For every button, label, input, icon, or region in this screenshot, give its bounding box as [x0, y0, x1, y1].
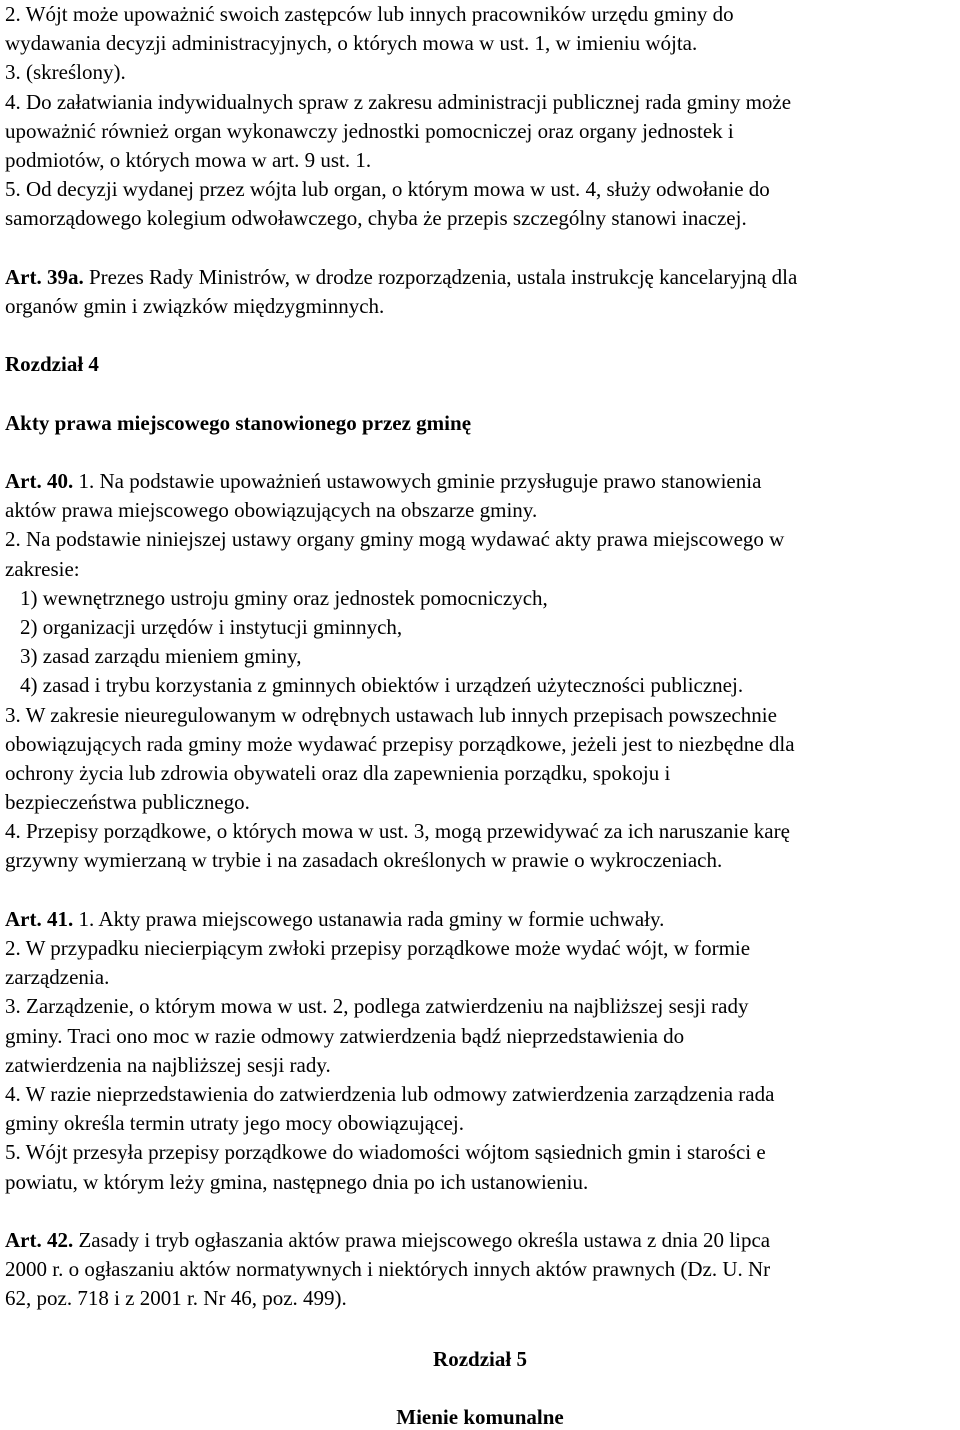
document-page	[5, 0, 955, 1313]
text-line: zakresie:	[5, 556, 80, 581]
text-line: samorządowego kolegium odwoławczego, chyba że przepis szczególny stanowi inaczej.	[5, 206, 747, 231]
text-line: obowiązujących rada gminy może wydawać przepisy porządkowe, jeżeli jest to niezbędne dla	[5, 731, 795, 756]
article-label: Art. 41.	[5, 906, 74, 931]
text-line: 2. Wójt może upoważnić swoich zastępców lub innych pracowników urzędu gminy do	[5, 2, 734, 26]
text-line: 3. (skreślony).	[5, 60, 126, 85]
chapter-5-heading: Rozdział 5	[433, 1347, 527, 1371]
article-label: Art. 39a.	[5, 264, 84, 289]
text-line: 2. W przypadku niecierpiącym zwłoki przepisy porządkowe może wydać wójt, w formie	[5, 936, 751, 960]
text-line: organów gmin i związków międzygminnych.	[5, 293, 385, 318]
article-label: Art. 40.	[5, 469, 74, 493]
text-line: bezpieczeństwa publicznego.	[5, 790, 250, 815]
text-line: 3. W zakresie nieuregulowanym w odrębnych ustawach lub innych przepisach powszechnie	[5, 702, 777, 727]
section-art39-continued	[5, 0, 955, 234]
text-line: zatwierdzenia na najbliższej sesji rady.	[5, 1052, 331, 1077]
text-line	[5, 1226, 955, 1255]
chapter-title: Akty prawa miejscowego stanowionego przez gminę	[5, 410, 472, 435]
section-art41	[5, 905, 955, 1197]
text-line: 3. Zarządzenie, o którym mowa w ust. 2, podlega zatwierdzeniu na najbliższej sesji rady	[5, 994, 749, 1019]
text-line	[5, 263, 955, 292]
text-line: 5. Od decyzji wydanej przez wójta lub organ, o którym mowa w ust. 4, służy odwołanie do	[5, 177, 770, 202]
text-line: 2. Na podstawie niniejszej ustawy organy gminy mogą wydawać akty prawa miejscowego w	[5, 527, 785, 552]
text-line: aktów prawa miejscowego obowiązujących na obszarze gminy.	[5, 498, 538, 523]
text-line: 62, poz. 718 i z 2001 r. Nr 46, poz. 499).	[5, 1286, 347, 1311]
article-text: Zasady i tryb ogłaszania aktów prawa miejscowego określa ustawa z dnia 20 lipca	[73, 1227, 771, 1252]
text-line: gminy. Traci ono moc w razie odmowy zatwierdzenia bądź nieprzedstawienia do	[5, 1023, 685, 1048]
list-item: 4) zasad i trybu korzystania z gminnych obiektów i urządzeń użyteczności publicznej.	[20, 673, 744, 698]
text-line: 2000 r. o ogłaszaniu aktów normatywnych i niektórych innych aktów prawnych (Dz. U. Nr	[5, 1257, 771, 1282]
section-art39a	[5, 263, 955, 321]
article-text: 1. Na podstawie upoważnień ustawowych gminie przysługuje prawo stanowienia	[73, 469, 762, 493]
article-label: Art. 42.	[5, 1227, 74, 1252]
article-text: 1. Akty prawa miejscowego ustanawia rada gminy w formie uchwały.	[73, 906, 665, 931]
chapter-heading: Rozdział 4	[5, 352, 99, 377]
text-line: 4. Do załatwiania indywidualnych spraw z zakresu administracji publicznej rada gminy może	[5, 89, 792, 114]
text-line: 4. W razie nieprzedstawienia do zatwierdzenia lub odmowy zatwierdzenia zarządzenia rada	[5, 1081, 775, 1106]
text-line: upoważnić również organ wykonawczy jednostki pomocniczej oraz organy jednostek i	[5, 118, 734, 143]
chapter-5-title: Mienie komunalne	[396, 1405, 564, 1429]
list-item: 2) organizacji urzędów i instytucji gminnych,	[20, 614, 403, 639]
text-line: podmiotów, o których mowa w art. 9 ust. 1.	[5, 147, 372, 172]
text-line: zarządzenia.	[5, 965, 110, 990]
list-item: 3) zasad zarządu mieniem gminy,	[20, 644, 302, 669]
article-text: Prezes Rady Ministrów, w drodze rozporządzenia, ustala instrukcję kancelaryjną dla	[83, 264, 798, 289]
text-line: ochrony życia lub zdrowia obywateli oraz dla zapewnienia porządku, spokoju i	[5, 760, 671, 785]
text-line: 5. Wójt przesyła przepisy porządkowe do wiadomości wójtom sąsiednich gmin i starości e	[5, 1140, 766, 1165]
text-line: grzywny wymierzaną w trybie i na zasadach określonych w prawie o wykroczeniach.	[5, 848, 723, 873]
list-item: 1) wewnętrznego ustroju gminy oraz jednostek pomocniczych,	[20, 585, 548, 610]
section-art42	[5, 1226, 955, 1314]
text-line: powiatu, w którym leży gmina, następnego dnia po ich ustanowieniu.	[5, 1169, 589, 1194]
text-line	[5, 905, 955, 934]
text-line	[5, 467, 955, 496]
text-line: 4. Przepisy porządkowe, o których mowa w ust. 3, mogą przewidywać za ich naruszanie karę	[5, 819, 790, 844]
text-line: wydawania decyzji administracyjnych, o których mowa w ust. 1, w imieniu wójta.	[5, 31, 698, 56]
text-line: gminy określa termin utraty jego mocy obowiązującej.	[5, 1111, 464, 1136]
chapter-4-header	[5, 350, 955, 438]
section-art40	[5, 467, 955, 876]
